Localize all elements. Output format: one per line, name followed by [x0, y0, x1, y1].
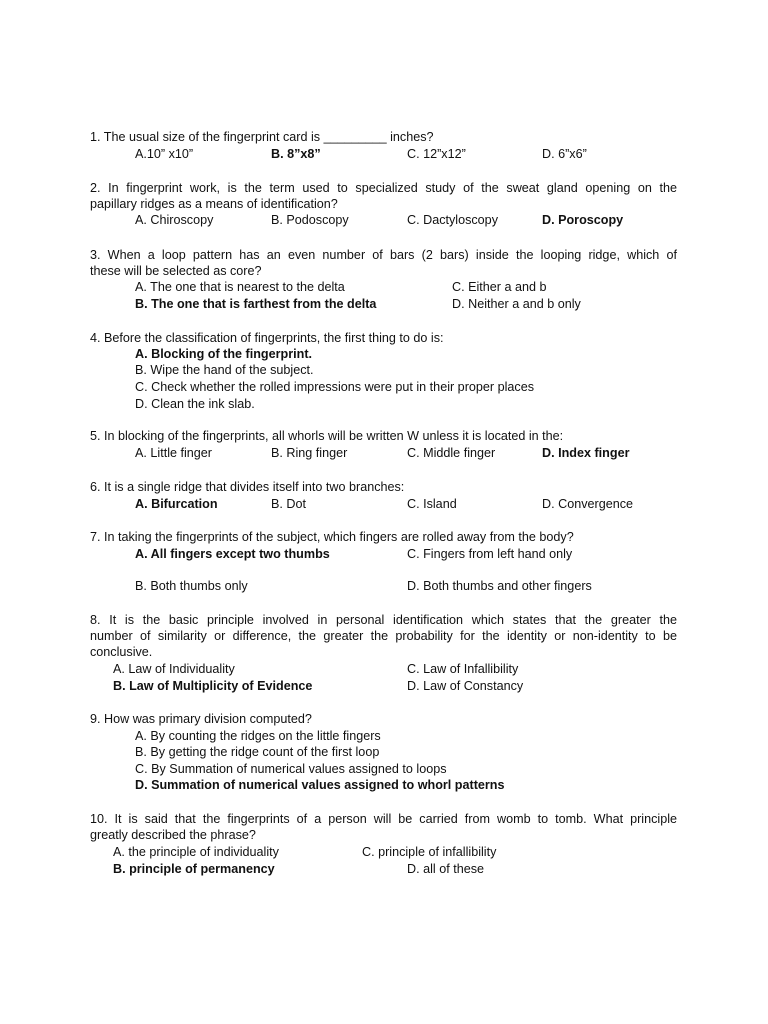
q5-option-d-answer: D. Index finger	[542, 446, 630, 460]
q1-option-a: A.10” x10”	[135, 147, 194, 161]
question-10-stem-line-2: greatly described the phrase?	[90, 828, 256, 842]
q2-option-b: B. Podoscopy	[271, 213, 349, 227]
q9-option-b: B. By getting the ridge count of the first loop	[135, 745, 380, 759]
q4-option-b: B. Wipe the hand of the subject.	[135, 363, 314, 377]
q10-option-a: A. the principle of individuality	[113, 845, 279, 859]
question-5-stem: 5. In blocking of the fingerprints, all whorls will be written W unless it is located in the:	[90, 429, 564, 443]
q6-option-d: D. Convergence	[542, 497, 634, 511]
q3-option-a: A. The one that is nearest to the delta	[135, 280, 345, 294]
q2-option-a: A. Chiroscopy	[135, 213, 214, 227]
question-6-stem: 6. It is a single ridge that divides itself into two branches:	[90, 480, 405, 494]
q8-option-b-answer: B. Law of Multiplicity of Evidence	[113, 679, 313, 693]
q4-option-d: D. Clean the ink slab.	[135, 397, 255, 411]
question-9-stem: 9. How was primary division computed?	[90, 712, 312, 726]
question-8-stem-line-2: number of similarity or difference, the greater the probability for the identity or non-identity to be	[90, 629, 677, 643]
q1-option-c: C. 12”x12”	[407, 147, 466, 161]
question-2-stem-line-2: papillary ridges as a means of identification?	[90, 197, 338, 211]
question-3-stem-line-1: 3. When a loop pattern has an even number of bars (2 bars) inside the looping ridge, which of	[90, 248, 677, 262]
q2-option-c: C. Dactyloscopy	[407, 213, 498, 227]
q6-option-c: C. Island	[407, 497, 457, 511]
q1-option-d: D. 6”x6”	[542, 147, 587, 161]
q5-option-c: C. Middle finger	[407, 446, 496, 460]
q3-option-c: C. Either a and b	[452, 280, 547, 294]
question-1-stem: 1. The usual size of the fingerprint card is _________ inches?	[90, 130, 434, 144]
question-3-stem-line-2: these will be selected as core?	[90, 264, 262, 278]
q10-option-d: D. all of these	[407, 862, 485, 876]
q6-option-a-answer: A. Bifurcation	[135, 497, 218, 511]
q9-option-c: C. By Summation of numerical values assigned to loops	[135, 762, 447, 776]
q9-option-d-answer: D. Summation of numerical values assigned to whorl patterns	[135, 778, 505, 792]
q9-option-a: A. By counting the ridges on the little fingers	[135, 729, 381, 743]
q8-option-a: A. Law of Individuality	[113, 662, 235, 676]
q7-option-a-answer: A. All fingers except two thumbs	[135, 547, 330, 561]
question-2-stem-line-1: 2. In fingerprint work, is the term used to specialized study of the sweat gland opening on the	[90, 181, 677, 195]
q1-option-b-answer: B. 8”x8”	[271, 147, 321, 161]
q3-option-d: D. Neither a and b only	[452, 297, 581, 311]
q7-option-d: D. Both thumbs and other fingers	[407, 579, 592, 593]
question-8-stem-line-3: conclusive.	[90, 645, 153, 659]
question-7-stem: 7. In taking the fingerprints of the subject, which fingers are rolled away from the body?	[90, 530, 574, 544]
q10-option-b-answer: B. principle of permanency	[113, 862, 275, 876]
q10-option-c: C. principle of infallibility	[362, 845, 497, 859]
q8-option-c: C. Law of Infallibility	[407, 662, 519, 676]
q7-option-b: B. Both thumbs only	[135, 579, 248, 593]
question-8-stem-line-1: 8. It is the basic principle involved in personal identification which states that the greater the	[90, 613, 677, 627]
q5-option-b: B. Ring finger	[271, 446, 348, 460]
q3-option-b-answer: B. The one that is farthest from the delta	[135, 297, 377, 311]
q2-option-d-answer: D. Poroscopy	[542, 213, 624, 227]
question-4-stem: 4. Before the classification of fingerprints, the first thing to do is:	[90, 331, 444, 345]
q4-option-c: C. Check whether the rolled impressions were put in their proper places	[135, 380, 534, 394]
q5-option-a: A. Little finger	[135, 446, 213, 460]
q7-option-c: C. Fingers from left hand only	[407, 547, 573, 561]
q4-option-a-answer: A. Blocking of the fingerprint.	[135, 347, 313, 361]
question-10-stem-line-1: 10. It is said that the fingerprints of a person will be carried from womb to tomb. What principle	[90, 812, 677, 826]
q8-option-d: D. Law of Constancy	[407, 679, 524, 693]
q6-option-b: B. Dot	[271, 497, 306, 511]
